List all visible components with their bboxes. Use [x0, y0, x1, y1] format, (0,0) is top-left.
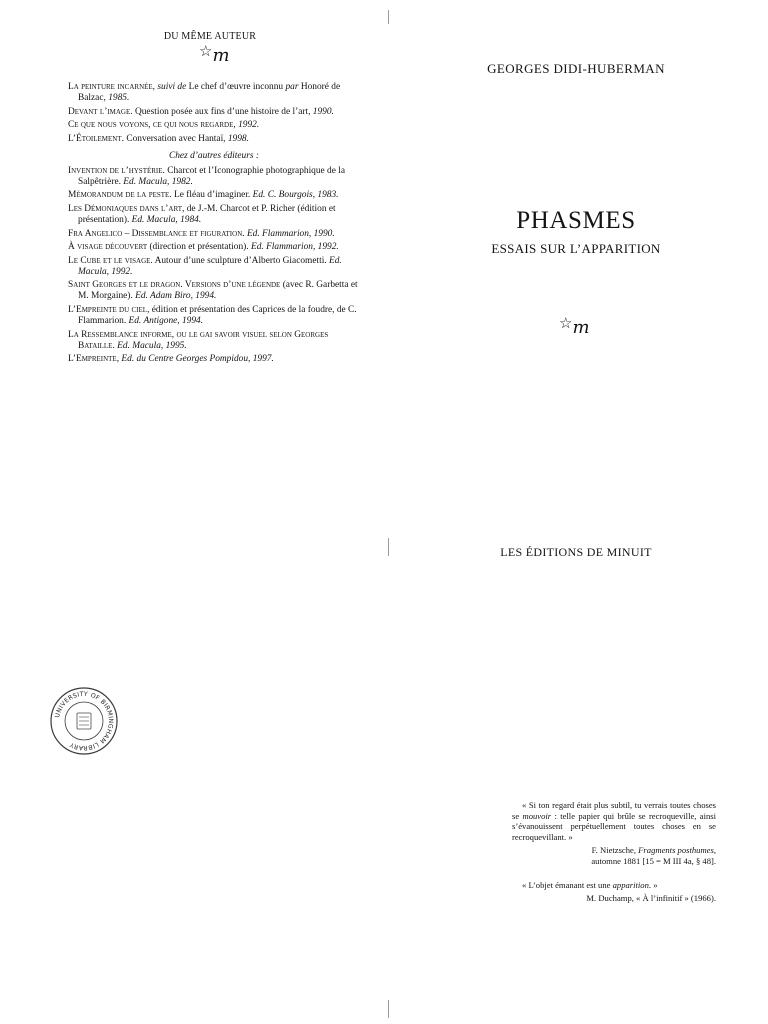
list-item: Invention de l’hystérie. Charcot et l’Iconographie photographique de la Salpêtrière. Ed. Macula, 1982.: [68, 165, 346, 187]
gutter-line-bottom: [388, 1000, 389, 1018]
list-item: Saint Georges et le dragon. Versions d’une légende (avec R. Garbetta et M. Morgaine). Ed. Adam Biro, 1994.: [68, 280, 358, 302]
epigraph-quote-nietzsche: « Si ton regard était plus subtil, tu verrais toutes choses se mouvoir : telle papier qui brûle se recroqueville, ainsi s’évanouissent perpétuellement toutes choses en se recroquevillant. »: [512, 800, 716, 842]
author-name: GEORGES DIDI-HUBERMAN: [487, 61, 665, 76]
list-item: À visage découvert (direction et présentation). Ed. Flammarion, 1992.: [68, 242, 339, 253]
svg-text:UNIVERSITY OF BIRMINGHAM LIBRA: UNIVERSITY OF BIRMINGHAM LIBRARY: [54, 690, 115, 752]
list-item: L’Empreinte du ciel, édition et présentation des Caprices de la foudre, de C. Flammarion. Ed. Antigone, 1994.: [68, 304, 357, 326]
list-item: Devant l’image. Question posée aux fins d’une histoire de l’art, 1990.: [68, 106, 334, 117]
other-publishers-subheading: Chez d’autres éditeurs :: [168, 150, 259, 161]
epigraph: [512, 800, 716, 903]
list-item: La peinture incarnée, suivi de Le chef d’œuvre inconnu par Honoré de Balzac, 1985.: [68, 82, 341, 103]
minuit-logo-icon: ☆m: [199, 42, 230, 66]
gutter-line-top: [388, 10, 389, 24]
list-item: L’Empreinte, Ed. du Centre Georges Pompidou, 1997.: [68, 354, 274, 365]
library-stamp-icon: [49, 686, 119, 756]
minuit-logo-icon: ☆m: [559, 314, 590, 338]
list-item: L’Étoilement. Conversation avec Hantaï, 1998.: [68, 133, 249, 144]
book-title: PHASMES: [516, 207, 636, 234]
list-item: Les Démoniaques dans l’art, de J.-M. Charcot et P. Richer (édition et présentation). Ed. Macula, 1984.: [68, 203, 336, 225]
book-subtitle: ESSAIS SUR L’APPARITION: [491, 241, 661, 256]
epigraph-attribution-nietzsche: F. Nietzsche, Fragments posthumes, automne 1881 [15 = M III 4a, § 48].: [591, 845, 716, 866]
list-item: Mémorandum de la peste. Le fléau d’imaginer. Ed. C. Bourgois, 1983.: [68, 190, 339, 201]
epigraph-quote-duchamp: « L’objet émanant est une apparition. »: [522, 880, 658, 890]
du-meme-auteur-heading: DU MÊME AUTEUR: [163, 31, 257, 42]
list-item: Fra Angelico – Dissemblance et figuration. Ed. Flammarion, 1990.: [68, 228, 335, 239]
list-item: Le Cube et le visage. Autour d’une sculpture d’Alberto Giacometti. Ed. Macula, 1992.: [68, 255, 342, 277]
list-item: La Ressemblance informe, ou le gai savoir visuel selon Georges Bataille. Ed. Macula, 1995.: [68, 329, 329, 351]
bibliography-list: [68, 82, 360, 368]
publisher-name: LES ÉDITIONS DE MINUIT: [500, 545, 652, 559]
epigraph-attribution-duchamp: M. Duchamp, « À l’infinitif » (1966).: [586, 892, 716, 903]
list-item: Ce que nous voyons, ce qui nous regarde, 1992.: [68, 120, 260, 131]
